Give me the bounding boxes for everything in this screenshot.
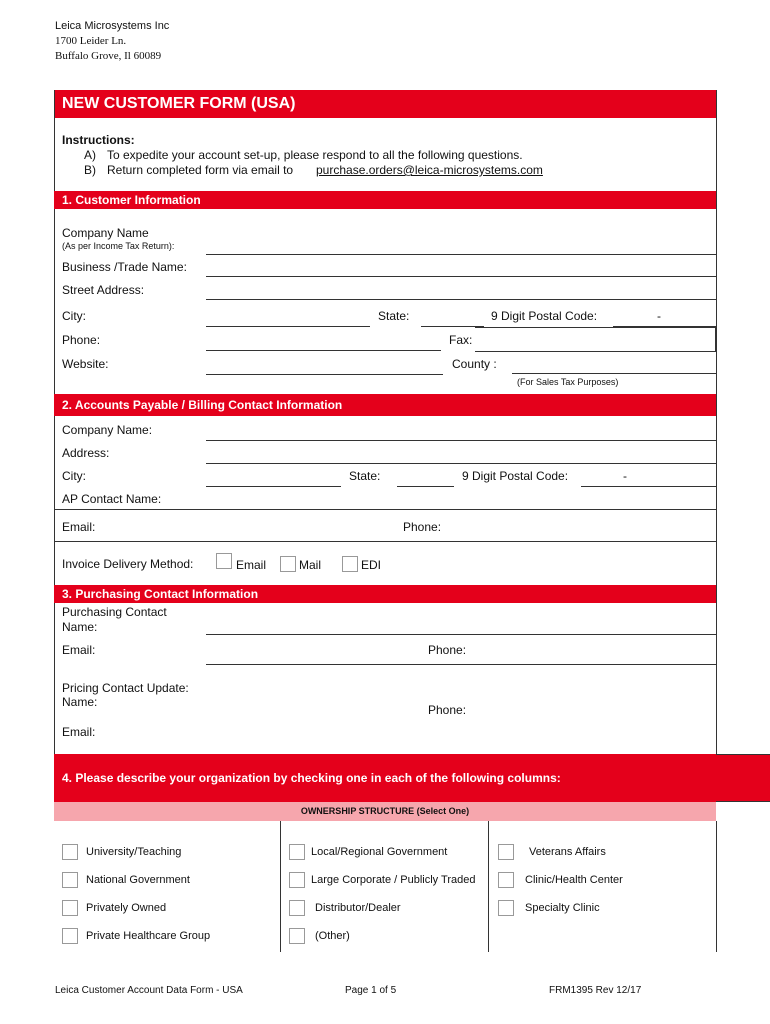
instruction-b-marker: B)	[84, 163, 96, 177]
business-name-field[interactable]	[206, 276, 716, 277]
ap-postal-label: 9 Digit Postal Code:	[462, 469, 569, 483]
ownership-clinic-checkbox[interactable]	[498, 872, 514, 888]
company-name-note: (As per Income Tax Return):	[62, 241, 175, 251]
ownership-veterans-checkbox[interactable]	[498, 844, 514, 860]
instruction-b-text: Return completed form via email to	[107, 163, 294, 177]
ownership-private-label: Privately Owned	[86, 902, 167, 914]
ownership-specialty-label: Specialty Clinic	[525, 902, 600, 914]
section4-bar	[54, 754, 770, 802]
invoice-email-checkbox[interactable]	[216, 553, 232, 569]
form-title-bar	[54, 90, 716, 118]
ownership-header-text: OWNERSHIP STRUCTURE (Select One)	[300, 806, 470, 816]
purchasing-name-label: Name:	[62, 620, 98, 634]
section3-bar	[54, 585, 716, 603]
city-label: City:	[62, 309, 86, 323]
ap-postal-dash: -	[623, 469, 627, 483]
footer-form-number: FRM1395 Rev 12/17	[549, 985, 642, 996]
section2-title: 2. Accounts Payable / Billing Contact Information	[62, 398, 343, 412]
ap-contact-field[interactable]	[206, 509, 716, 510]
purchasing-email-field[interactable]	[206, 664, 716, 665]
county-field[interactable]	[512, 373, 716, 374]
ap-state-field[interactable]	[397, 486, 454, 487]
pricing-phone-label: Phone:	[428, 703, 467, 717]
ownership-healthcare-group-checkbox[interactable]	[62, 928, 78, 944]
ownership-distributor-checkbox[interactable]	[289, 900, 305, 916]
section1-title: 1. Customer Information	[62, 193, 201, 207]
frame-left	[54, 90, 55, 754]
section4-right-line-top	[716, 754, 770, 755]
postal-label: 9 Digit Postal Code:	[491, 309, 598, 323]
invoice-edi-label: EDI	[361, 558, 382, 572]
company-name-field[interactable]	[206, 254, 716, 255]
ownership-large-corp-checkbox[interactable]	[289, 872, 305, 888]
business-name-label: Business /Trade Name:	[62, 260, 187, 274]
ap-contact-label: AP Contact Name:	[62, 492, 162, 506]
ap-phone-label: Phone:	[403, 520, 442, 534]
purchase-email-link[interactable]: purchase.orders@leica-microsystems.com	[316, 163, 543, 177]
pricing-update-label: Pricing Contact Update:	[62, 681, 189, 695]
fax-field[interactable]	[475, 327, 716, 352]
purchasing-email-label: Email:	[62, 643, 96, 657]
invoice-email-label: Email	[236, 558, 267, 572]
city-field[interactable]	[206, 326, 370, 327]
phone-field[interactable]	[206, 350, 441, 351]
section3-title: 3. Purchasing Contact Information	[62, 587, 259, 601]
footer-page-number: Page 1 of 5	[345, 985, 397, 996]
purchasing-name-field[interactable]	[206, 634, 716, 635]
ap-email-divider	[54, 541, 716, 542]
postal-dash: -	[657, 309, 661, 323]
ownership-university-label: University/Teaching	[86, 846, 182, 858]
county-label: County :	[452, 357, 497, 371]
website-field[interactable]	[206, 374, 443, 375]
ownership-header	[54, 802, 716, 821]
phone-label: Phone:	[62, 333, 101, 347]
ap-city-label: City:	[62, 469, 86, 483]
section4-right-line-bottom	[716, 801, 770, 802]
ownership-healthcare-group-label: Private Healthcare Group	[86, 930, 211, 942]
website-label: Website:	[62, 357, 109, 371]
ownership-local-gov-label: Local/Regional Government	[311, 846, 448, 858]
section1-bar	[54, 191, 716, 209]
ap-email-label: Email:	[62, 520, 96, 534]
ap-state-label: State:	[349, 469, 381, 483]
street-field[interactable]	[206, 299, 716, 300]
pricing-name-label: Name:	[62, 695, 98, 709]
ownership-national-gov-label: National Government	[86, 874, 190, 886]
ownership-large-corp-label: Large Corporate / Publicly Traded	[311, 874, 476, 886]
purchasing-contact-label: Purchasing Contact	[62, 605, 167, 619]
company-city: Buffalo Grove, Il 60089	[55, 50, 162, 62]
ownership-specialty-checkbox[interactable]	[498, 900, 514, 916]
invoice-edi-checkbox[interactable]	[342, 556, 358, 572]
frame-right	[716, 90, 717, 754]
ap-company-label: Company Name:	[62, 423, 153, 437]
ownership-col-divider-1	[280, 821, 281, 952]
street-label: Street Address:	[62, 283, 145, 297]
ap-postal-field[interactable]	[581, 486, 716, 487]
footer-left: Leica Customer Account Data Form - USA	[55, 985, 243, 996]
ap-company-field[interactable]	[206, 440, 716, 441]
section4-title: 4. Please describe your organization by checking one in each of the following columns:	[62, 771, 561, 785]
ownership-distributor-label: Distributor/Dealer	[315, 902, 401, 914]
form-title: NEW CUSTOMER FORM (USA)	[62, 95, 296, 112]
invoice-mail-checkbox[interactable]	[280, 556, 296, 572]
instructions-heading: Instructions:	[62, 133, 135, 147]
instruction-a-marker: A)	[84, 148, 96, 162]
pricing-email-label: Email:	[62, 725, 96, 739]
company-name: Leica Microsystems Inc	[55, 20, 170, 32]
company-street: 1700 Leider Ln.	[55, 35, 127, 47]
county-note: (For Sales Tax Purposes)	[517, 377, 619, 387]
ownership-other-label: (Other)	[315, 930, 350, 942]
ownership-local-gov-checkbox[interactable]	[289, 844, 305, 860]
ownership-veterans-label: Veterans Affairs	[529, 846, 606, 858]
section2-bar	[54, 394, 716, 416]
ownership-clinic-label: Clinic/Health Center	[525, 874, 623, 886]
purchasing-phone-label: Phone:	[428, 643, 467, 657]
ownership-col-divider-2	[488, 821, 489, 952]
invoice-mail-label: Mail	[299, 558, 322, 572]
instruction-a-text: To expedite your account set-up, please respond to all the following questions.	[107, 148, 523, 162]
ownership-private-checkbox[interactable]	[62, 900, 78, 916]
ownership-other-checkbox[interactable]	[289, 928, 305, 944]
invoice-method-label: Invoice Delivery Method:	[62, 557, 194, 571]
ownership-university-checkbox[interactable]	[62, 844, 78, 860]
ap-address-label: Address:	[62, 446, 110, 460]
ap-city-field[interactable]	[206, 486, 341, 487]
fax-label: Fax:	[449, 333, 473, 347]
state-label: State:	[378, 309, 410, 323]
company-name-label: Company Name	[62, 226, 149, 240]
ownership-national-gov-checkbox[interactable]	[62, 872, 78, 888]
letterhead	[55, 19, 169, 64]
ap-contact-divider	[54, 509, 206, 510]
ap-address-field[interactable]	[206, 463, 716, 464]
